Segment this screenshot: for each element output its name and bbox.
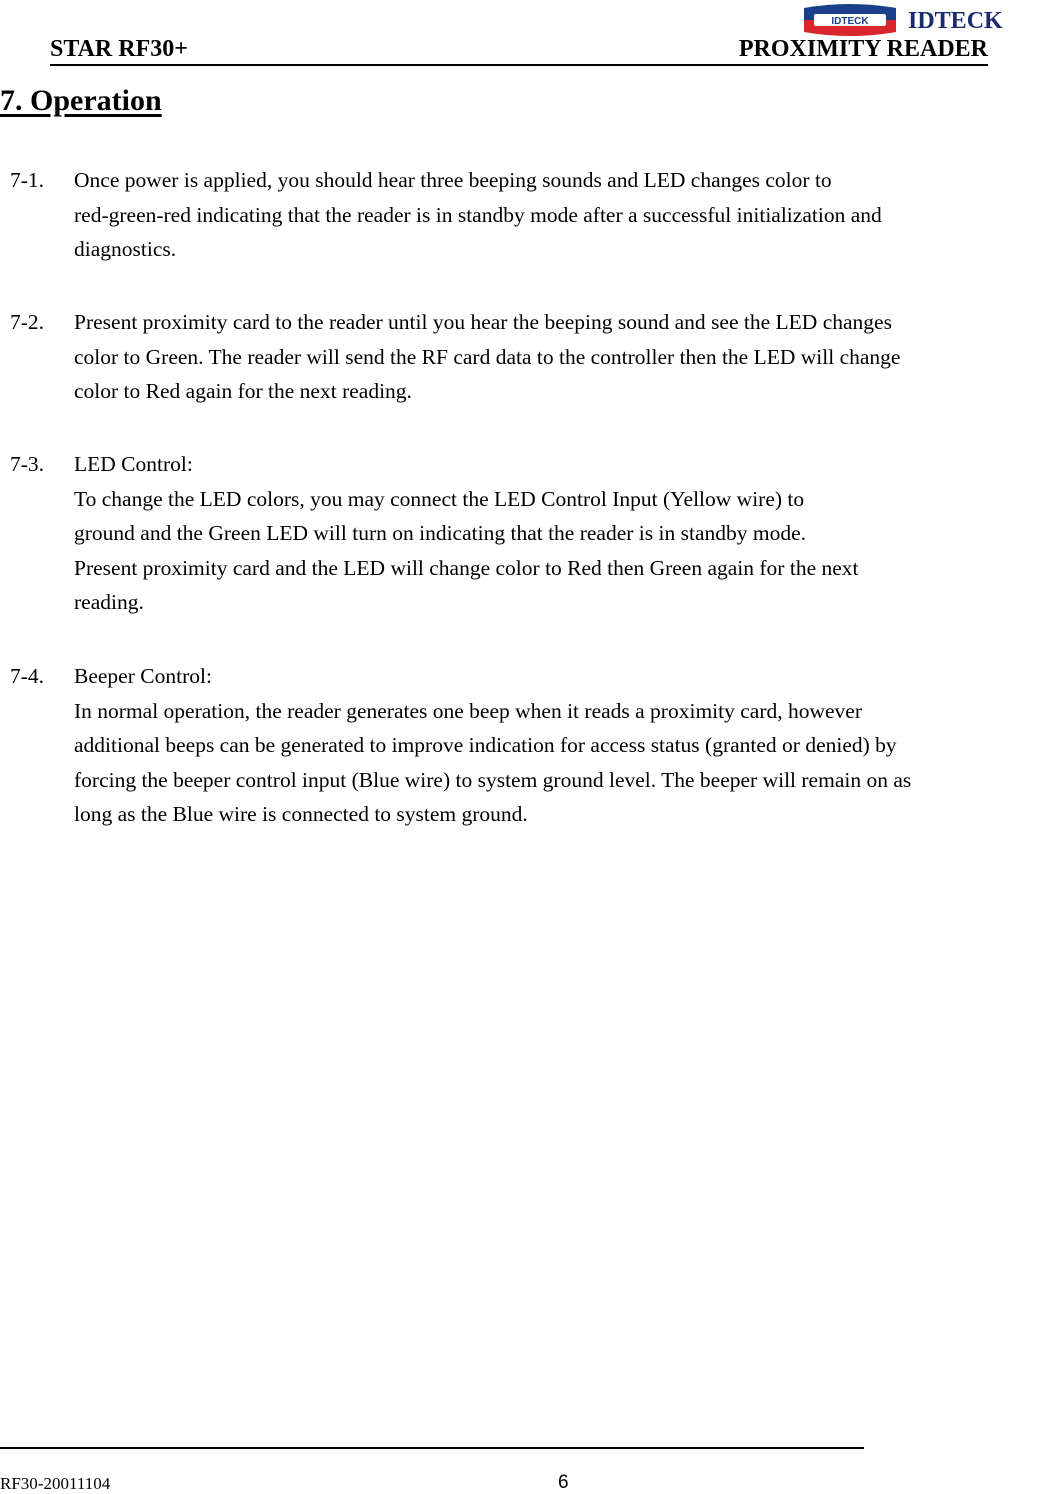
- header-product: STAR RF30+: [50, 36, 188, 62]
- item-number: 7-3.: [10, 452, 45, 476]
- item-line: ground and the Green LED will turn on indicating that the reader is in standby mode.: [74, 521, 807, 545]
- item-line: forcing the beeper control input (Blue wire) to system ground level. The beeper will remain on as: [74, 767, 912, 792]
- item-line: color to Green. The reader will send the RF card data to the controller then the LED will change: [74, 344, 901, 369]
- item-line: Once power is applied, you should hear three beeping sounds and LED changes color to: [74, 168, 832, 192]
- item-line: Beeper Control:: [74, 664, 212, 688]
- item-line: long as the Blue wire is connected to system ground.: [74, 802, 528, 826]
- header-divider: [50, 64, 988, 66]
- section-title: 7. Operation: [0, 84, 162, 117]
- item-line: diagnostics.: [74, 237, 177, 261]
- idteck-logo: [800, 2, 1012, 38]
- header-category: PROXIMITY READER: [738, 36, 988, 62]
- page-number: 6: [558, 1472, 569, 1493]
- item-number: 7-2.: [10, 310, 45, 334]
- item-line: In normal operation, the reader generates one beep when it reads a proximity card, however: [74, 698, 863, 723]
- item-line: red-green-red indicating that the reader is in standby mode after a successful initialization and: [74, 202, 882, 227]
- item-body: [74, 447, 1038, 620]
- item-body: [74, 305, 1038, 409]
- item-line: color to Red again for the next reading.: [74, 379, 412, 403]
- item-line: reading.: [74, 590, 144, 614]
- item-line: additional beeps can be generated to improve indication for access status (granted or denied) by: [74, 733, 897, 757]
- document-code: RF30-20011104: [0, 1474, 111, 1493]
- logo-wordmark: IDTECK: [908, 8, 1003, 34]
- item-body: [74, 163, 1038, 267]
- item-line: Present proximity card to the reader until you hear the beeping sound and see the LED changes: [74, 310, 892, 334]
- footer-divider: [0, 1447, 864, 1449]
- logo-badge-text: IDTECK: [831, 16, 869, 27]
- item-number: 7-1.: [10, 168, 45, 192]
- item-body: [74, 659, 1038, 832]
- item-line: LED Control:: [74, 452, 193, 476]
- item-number: 7-4.: [10, 664, 45, 688]
- item-line: Present proximity card and the LED will change color to Red then Green again for the next: [74, 555, 859, 580]
- item-line: To change the LED colors, you may connect the LED Control Input (Yellow wire) to: [74, 486, 805, 511]
